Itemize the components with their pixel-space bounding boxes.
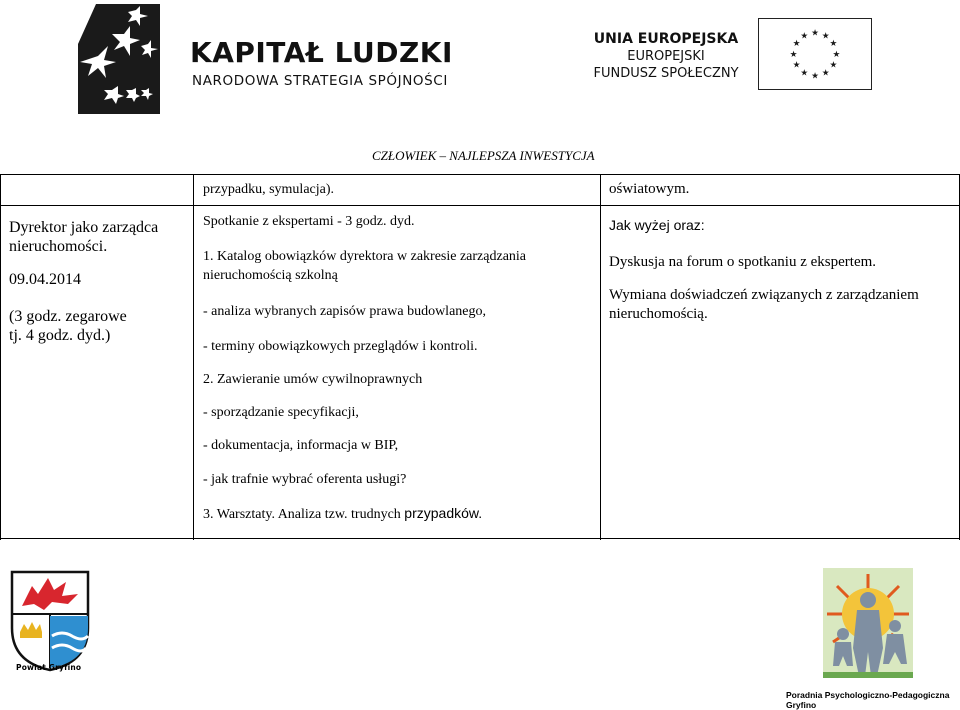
svg-text:★: ★ xyxy=(800,68,809,79)
row0-col3-text: oświatowym. xyxy=(609,181,690,197)
table-row-separator xyxy=(0,205,960,206)
svg-text:★: ★ xyxy=(792,60,801,71)
svg-text:★: ★ xyxy=(811,28,819,39)
motto: CZŁOWIEK – NAJLEPSZA INWESTYCJA xyxy=(372,148,595,163)
program-item3 xyxy=(203,505,482,523)
program-item2-sub3: - jak trafnie wybrać oferenta usługi? xyxy=(203,472,407,487)
row0-col2-text: przypadku, symulacja). xyxy=(203,182,335,197)
session-title-line2: nieruchomości. xyxy=(9,238,108,255)
program-item3-text: 3. Warsztaty. Analiza tzw. trudnych xyxy=(203,507,405,522)
session-title-line1: Dyrektor jako zarządca xyxy=(9,219,159,236)
family-sun-logo-icon xyxy=(823,568,913,678)
program-item1-line2: nieruchomością szkolną xyxy=(203,268,338,283)
ppp-caption: Poradnia Psychologiczno-Pedagogiczna Gryfino xyxy=(786,690,950,710)
eu-line-2: EUROPEJSKI xyxy=(627,49,705,64)
svg-text:★: ★ xyxy=(792,39,801,50)
program-item2-sub2: - dokumentacja, informacja w BIP, xyxy=(203,438,399,453)
gryfino-griffin-crest-icon xyxy=(8,570,92,674)
svg-text:★: ★ xyxy=(789,49,798,60)
table-border-left xyxy=(0,175,1,540)
program-heading: Spotkanie z ekspertami - 3 godz. dyd. xyxy=(203,214,415,229)
kapital-ludzki-title: KAPITAŁ LUDZKI xyxy=(190,36,453,69)
methods-line2: Dyskusja na forum o spotkaniu z ekspertem. xyxy=(609,254,877,270)
svg-text:★: ★ xyxy=(821,68,830,79)
table-divider-1 xyxy=(193,175,194,540)
svg-text:★: ★ xyxy=(829,60,838,71)
methods-line1: Jak wyżej oraz: xyxy=(609,217,705,233)
crest-caption: Powiat Gryfino xyxy=(16,663,82,672)
methods-line3b: nieruchomością. xyxy=(609,306,708,322)
kapital-ludzki-subtitle: NARODOWA STRATEGIA SPÓJNOŚCI xyxy=(192,73,448,89)
svg-text:★: ★ xyxy=(800,31,809,42)
methods-line3a: Wymiana doświadczeń związanych z zarządzaniem xyxy=(609,287,919,303)
session-hours-line2: tj. 4 godz. dyd.) xyxy=(9,327,111,344)
kapital-ludzki-logo-icon xyxy=(78,4,160,114)
session-date: 09.04.2014 xyxy=(9,271,81,288)
svg-text:★: ★ xyxy=(829,39,838,50)
svg-text:★: ★ xyxy=(832,49,841,60)
session-hours-line1: (3 godz. zegarowe xyxy=(9,308,127,325)
eu-line-3: FUNDUSZ SPOŁECZNY xyxy=(593,66,739,81)
program-item3-end: przypadków. xyxy=(404,505,483,521)
program-item2-sub1: - sporządzanie specyfikacji, xyxy=(203,405,359,420)
program-item1-sub1: - analiza wybranych zapisów prawa budowlanego, xyxy=(203,304,487,319)
program-table xyxy=(0,174,960,539)
eu-text-block xyxy=(586,31,746,82)
svg-text:★: ★ xyxy=(821,31,830,42)
program-item1-line1: 1. Katalog obowiązków dyrektora w zakresie zarządzania xyxy=(203,249,527,264)
program-item1-sub2: - terminy obowiązkowych przeglądów i kontroli. xyxy=(203,339,478,354)
eu-stars-flag-icon xyxy=(758,18,872,90)
table-divider-2 xyxy=(600,175,601,540)
program-item2: 2. Zawieranie umów cywilnoprawnych xyxy=(203,372,423,387)
svg-text:★: ★ xyxy=(811,71,819,82)
eu-line-1: UNIA EUROPEJSKA xyxy=(593,31,739,47)
